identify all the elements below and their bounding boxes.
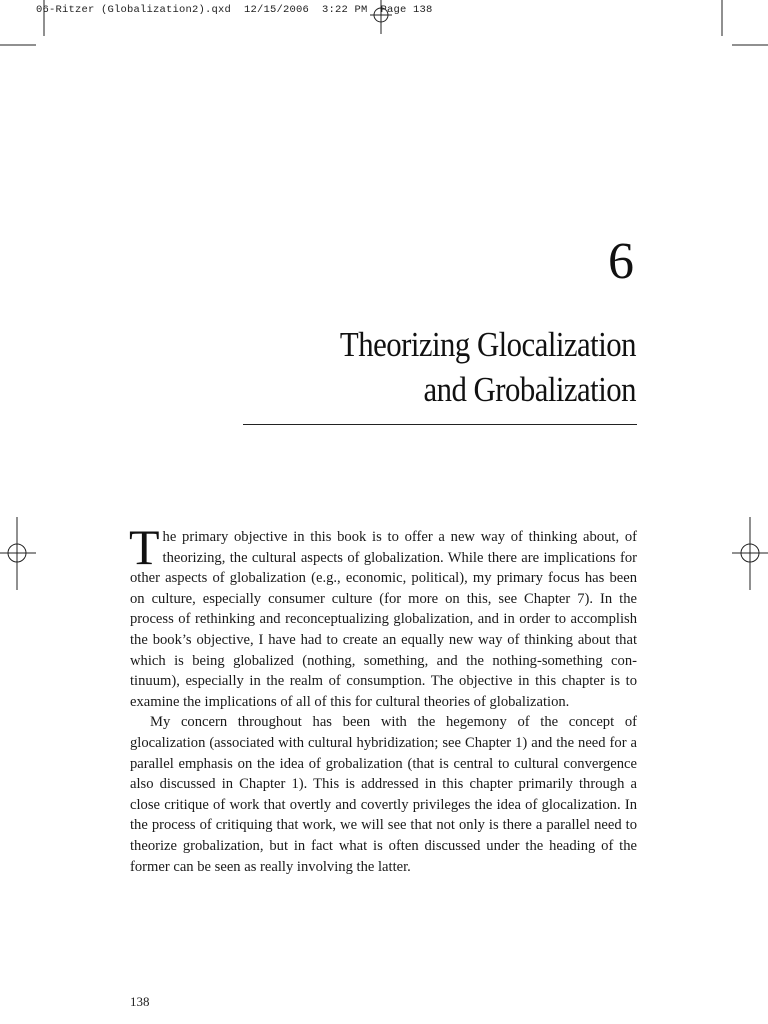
page-number: 138: [130, 994, 150, 1009]
registration-mark-left: [0, 517, 36, 590]
paragraph-1-text: he primary objective in this book is to offer a new way of thinking about, of theorizing, the cultural aspects of globalization. While there are implications for other aspects of globalization (e.g., economic, political), my primary focus has been on culture, especially consumer culture (for more on this, see Chapter 7). In the process of rethinking and reconceptualizing globalization, and in order to accomplish the book’s objective, I have had to create an equally new way of thinking about that which is being globalized (nothing, something, and the nothing-something continuum), especially in the realm of consumption. The objective in this chapter is to examine the implications of all of this for cultural theories of globalization.: [130, 529, 637, 710]
chapter-title-line-1: Theorizing Glocalization: [339, 325, 636, 364]
chapter-title-line-2: and Grobalization: [423, 370, 636, 409]
chapter-body: [129, 519, 637, 877]
paragraph-1: [129, 519, 637, 712]
title-rule: [243, 424, 637, 425]
chapter-title: [266, 322, 636, 412]
paragraph-2: My concern throughout has been with the hegemony of the concept of glocalization (associated with cultural hybridization; see Chapter 1) and the need for a parallel emphasis on the idea of grobalization (that is central to cultural convergence also discussed in Chapter 1). This is addressed in this chapter primarily through a close critique of work that overtly and covertly privileges the idea of glocalization. In the process of critiquing that work, we will see that not only is there a parallel need to theorize grobalization, but in fact what is often discussed under the heading of the former can be seen as really involving the latter.: [130, 714, 637, 875]
chapter-number: 6: [608, 233, 634, 290]
drop-cap: T: [129, 519, 160, 575]
registration-mark-right: [732, 517, 768, 590]
print-slug-line: 06-Ritzer (Globalization2).qxd 12/15/2006 3:22 PM Page 138: [36, 4, 433, 16]
